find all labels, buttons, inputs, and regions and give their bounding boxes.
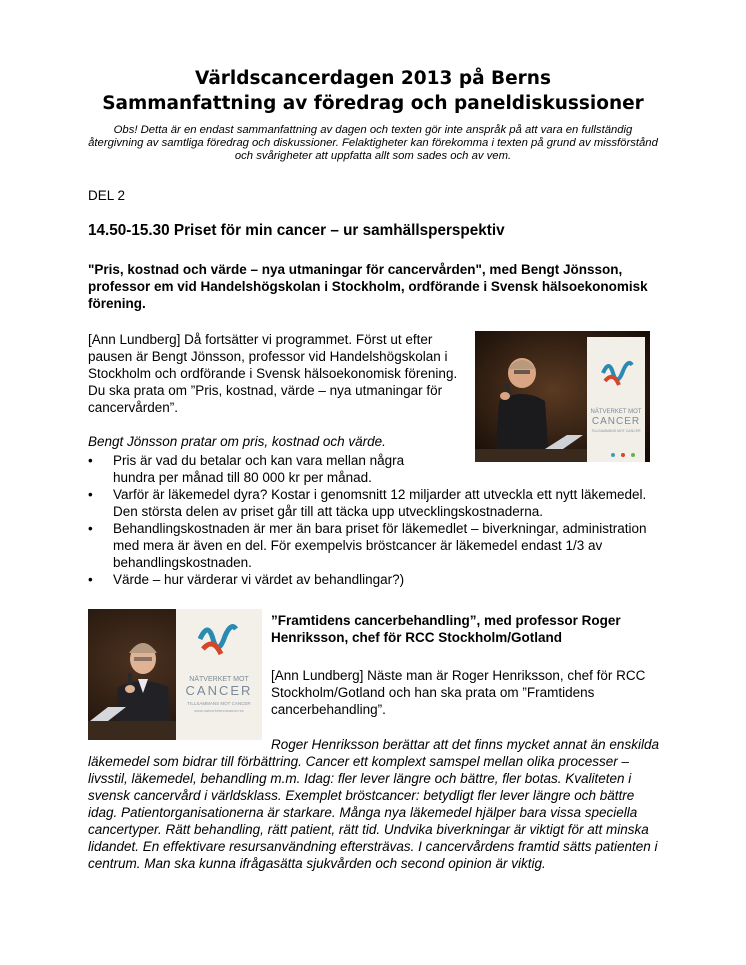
- document-title: Världscancerdagen 2013 på Berns: [195, 68, 551, 89]
- disclaimer-note: Obs! Detta är en endast sammanfattning av dagen och texten gör inte anspråk på att vara en fullständig återgivning av samtliga föredrag och diskussioner. Felaktigheter kan förekomma i texten på grund av missförstånd och svårigheter att uppfatta allt som sades och av vem.: [88, 124, 658, 162]
- banner-line1-text: NÄTVERKET MOT: [590, 409, 642, 415]
- talk1-intro-paragraph: [Ann Lundberg] Då fortsätter vi programmet. Först ut efter pausen är Bengt Jönsson, professor vid Handelshögskolan i Stockholm och ordförande i Svensk hälsoekonomisk förening. Du ska prata om ”Pris, kostnad, värde – nya utmaningar för cancervården”.: [88, 332, 458, 415]
- list-item: [88, 520, 663, 571]
- part-label: DEL 2: [88, 188, 126, 203]
- talk2-summary-paragraph: [88, 736, 663, 872]
- talk1-summary-lead: Bengt Jönsson pratar om pris, kostnad och värde.: [88, 434, 386, 449]
- bullet-glyph: •: [88, 572, 93, 587]
- bullet-text: Behandlingskostnaden är mer än bara priset för läkemedlet – biverkningar, administration med mera är även en del. För exempelvis bröstcancer är läkemedel endast 1/3 av behandlingskostnaden.: [113, 521, 647, 570]
- banner-sub-text: TILLSAMMANS MOT CANCER: [591, 429, 641, 433]
- banner-sub-text: TILLSAMMANS MOT CANCER: [187, 701, 251, 706]
- banner-url-text: www.natverketmotcancer.se: [194, 708, 244, 713]
- speaker-photo-illustration: [475, 331, 650, 462]
- list-item: [88, 571, 663, 588]
- bullet-glyph: •: [88, 521, 93, 536]
- talk2-summary-text: Roger Henriksson berättar att det finns mycket annat än enskilda läkemedel som bidrar till förbättring. Cancer ett komplext samspel mellan olika processer – livsstil, läkemedel, behandling m.m. Idag: fler lever längre och bättre, fler botas. Kvaliteten i svensk cancervård i världsklass. Exemplet bröstcancer: betydligt fler lever längre och bättre idag. Patientorganisationerna är starkare. Många nya läkemedel hjälper bara vissa speciella cancertyper. Rätt behandling, rätt patient, rätt tid. Undvika biverkningar är viktigt för att minska lidandet. En effektivare resursanvändning eftersträvas. I cancervårdens framtid sätts patienten i centrum. Man ska kunna ifrågasätta sjukvården och second opinion är viktig.: [88, 737, 659, 871]
- list-item: [88, 486, 663, 520]
- speaker-photo-illustration: [88, 609, 262, 740]
- banner-line2-text: CANCER: [591, 416, 641, 427]
- banner-line1-text: NÄTVERKET MOT: [189, 676, 249, 683]
- bullet-text: Varför är läkemedel dyra? Kostar i genomsnitt 12 miljarder att utveckla ett nytt läkemedel. Den största delen av priset går till att täcka upp utvecklingskostnaderna.: [113, 487, 647, 519]
- list-item: [88, 452, 663, 486]
- talk2-heading: ”Framtidens cancerbehandling”, med professor Roger Henriksson, chef för RCC Stockholm/Gotland: [271, 613, 621, 645]
- banner-line2-text: CANCER: [185, 683, 253, 698]
- bullet-glyph: •: [88, 453, 93, 468]
- bullet-text: Värde – hur värderar vi värdet av behandlingar?): [113, 572, 405, 587]
- talk2-intro-paragraph: [Ann Lundberg] Näste man är Roger Henriksson, chef för RCC Stockholm/Gotland och han ska prata om ”Framtidens cancerbehandling”.: [271, 668, 646, 717]
- talk1-heading: "Pris, kostnad och värde – nya utmaningar för cancervården", med Bengt Jönsson, professor em vid Handelshögskolan i Stockholm, ordförande i Svensk hälsoekonomisk förening.: [88, 262, 648, 311]
- speaker-photo-roger-henriksson: [88, 609, 262, 740]
- session-heading: 14.50-15.30 Priset för min cancer – ur samhällsperspektiv: [88, 222, 505, 239]
- document-subtitle: Sammanfattning av föredrag och paneldiskussioner: [102, 93, 644, 114]
- bullet-glyph: •: [88, 487, 93, 502]
- talk1-bullet-list: [88, 452, 663, 588]
- speaker-photo-bengt-jonsson: [475, 331, 650, 462]
- bullet-text: Pris är vad du betalar och kan vara mellan några hundra per månad till 80 000 kr per månad.: [113, 453, 405, 485]
